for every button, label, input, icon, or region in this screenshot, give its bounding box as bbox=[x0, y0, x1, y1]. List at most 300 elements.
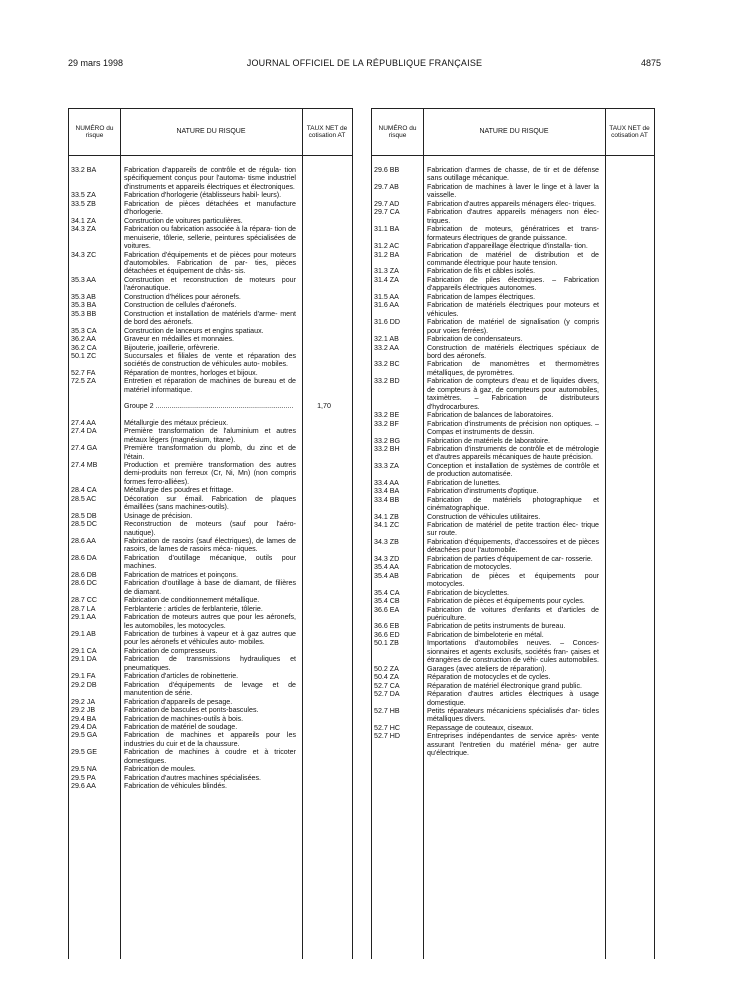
risk-code: 29.1 AA bbox=[71, 613, 96, 622]
table-row bbox=[69, 419, 352, 427]
rate-value bbox=[296, 655, 352, 672]
table-row bbox=[372, 437, 654, 445]
header-nature: NATURE DU RISQUE bbox=[120, 109, 303, 155]
table-body bbox=[69, 166, 352, 791]
risk-description: Fabrication de balances de laboratoires. bbox=[427, 411, 554, 420]
rate-value bbox=[599, 521, 654, 538]
rate-value bbox=[296, 596, 352, 604]
risk-description: Fabrication d'outillage à base de diamant, de filières de diamant. bbox=[124, 579, 296, 596]
risk-description: Fabrication de voitures d'enfants et d'articles de puériculture. bbox=[427, 605, 599, 623]
risk-description: Construction et reconstruction de moteurs pour l'aéronautique. bbox=[124, 275, 296, 293]
risk-code: 33.4 AA bbox=[374, 478, 399, 487]
rate-value bbox=[599, 360, 654, 377]
risk-code: 34.1 ZA bbox=[71, 216, 96, 225]
rate-value bbox=[296, 672, 352, 680]
table-row bbox=[372, 360, 654, 377]
risk-code: 33.2 BD bbox=[374, 377, 400, 386]
risk-code: 34.3 ZD bbox=[374, 554, 400, 563]
risk-description: Fabrication d'appareillage électrique d'installa- tion. bbox=[427, 242, 588, 251]
risk-code: 36.6 EB bbox=[374, 622, 400, 631]
risk-description: Construction de véhicules utilitaires. bbox=[427, 512, 541, 521]
risk-code: 33.2 BC bbox=[374, 360, 400, 369]
risk-description: Construction de matériels électriques spéciaux de bord des aéronefs. bbox=[427, 343, 599, 360]
risk-description: Succursales et filiales de vente et réparation des sociétés de construction de véhicules auto- mobiles. bbox=[124, 351, 296, 369]
rate-value bbox=[599, 563, 654, 571]
risk-description: Fabrication de lunettes. bbox=[427, 478, 501, 487]
risk-description: Réparation de matériel électronique grand public. bbox=[427, 681, 582, 690]
risk-description: Fabrication de transmissions hydrauliques et pneumatiques. bbox=[124, 655, 296, 672]
rate-value bbox=[296, 723, 352, 731]
risk-code: 29.2 DB bbox=[71, 680, 97, 689]
risk-description: Fabrication de lampes électriques. bbox=[427, 292, 536, 301]
table-row bbox=[69, 672, 352, 680]
table-row bbox=[69, 217, 352, 225]
table-row bbox=[372, 606, 654, 623]
table-row bbox=[69, 427, 352, 444]
rate-value bbox=[599, 673, 654, 681]
risk-description: Fabrication de machines à coudre et à tricoter domestiques. bbox=[124, 748, 296, 765]
rate-value bbox=[599, 344, 654, 361]
rate-value bbox=[296, 344, 352, 352]
risk-description: Fabrication d'autres appareils ménagers élec- triques. bbox=[427, 199, 596, 208]
risk-code: 33.5 ZA bbox=[71, 191, 96, 200]
rate-value bbox=[296, 444, 352, 461]
table-row bbox=[69, 748, 352, 765]
risk-description: Fabrication de compresseurs. bbox=[124, 646, 218, 655]
risk-description: Fabrication de manomètres et thermomètres métalliques, de pyromètres. bbox=[427, 360, 599, 377]
rate-value bbox=[296, 352, 352, 369]
table-row bbox=[69, 655, 352, 672]
risk-code: 35.4 CB bbox=[374, 597, 400, 606]
risk-code: 35.3 AA bbox=[71, 275, 96, 284]
rate-value bbox=[599, 606, 654, 623]
risk-code: 34.3 ZC bbox=[71, 250, 97, 259]
rate-value bbox=[599, 538, 654, 555]
rate-value bbox=[296, 200, 352, 217]
risk-code: 33.2 BA bbox=[71, 166, 97, 174]
table-row bbox=[69, 200, 352, 217]
risk-code: 35.3 BB bbox=[71, 309, 97, 318]
rate-value bbox=[599, 462, 654, 479]
table-row bbox=[69, 774, 352, 782]
table-row bbox=[69, 782, 352, 790]
rate-value bbox=[599, 301, 654, 318]
header-nature: NATURE DU RISQUE bbox=[423, 109, 606, 155]
table-row bbox=[69, 605, 352, 613]
rate-value bbox=[296, 715, 352, 723]
rate-value bbox=[599, 487, 654, 495]
risk-description: Fabrication de motocycles. bbox=[427, 563, 512, 572]
risk-description: Fabrication de turbines à vapeur et à gaz autres que pour les aéronefs et véhicules auto- mobiles. bbox=[124, 630, 296, 647]
risk-code: 50.4 ZA bbox=[374, 673, 399, 682]
risk-description: Fabrication d'instruments de contrôle et de métrologie et d'autres appareils mécaniques de haute précision. bbox=[427, 444, 599, 462]
table-row bbox=[372, 411, 654, 419]
risk-code: 27.4 DA bbox=[71, 427, 97, 436]
table-row bbox=[69, 369, 352, 377]
rate-value bbox=[599, 690, 654, 707]
risk-description: Fabrication de matériel de signalisation (y compris pour voies ferrées). bbox=[427, 318, 599, 335]
risk-code: 50.2 ZA bbox=[374, 664, 399, 673]
table-row bbox=[372, 690, 654, 707]
risk-description: Fabrication de parties d'équipement de car- rosserie. bbox=[427, 554, 593, 563]
rate-value bbox=[599, 732, 654, 757]
risk-code: 33.2 BG bbox=[374, 436, 401, 445]
rate-value bbox=[599, 225, 654, 242]
rate-value bbox=[599, 682, 654, 690]
risk-code: 31.6 AA bbox=[374, 301, 399, 310]
risk-description: Fabrication de fils et câbles isolés. bbox=[427, 267, 536, 276]
risk-description: Ferblanterie : articles de ferblanterie, tôlerie. bbox=[124, 604, 263, 613]
table-row bbox=[372, 665, 654, 673]
rate-value bbox=[599, 555, 654, 563]
risk-description: Décoration sur émail. Fabrication de plaques émaillées (sans machines-outils). bbox=[124, 494, 296, 512]
table-row bbox=[372, 673, 654, 681]
table-row bbox=[69, 166, 352, 191]
rate-value bbox=[296, 427, 352, 444]
risk-description: Fabrication de matériels de laboratoire. bbox=[427, 436, 551, 445]
risk-description: Fabrication de piles électriques. – Fabrication d'appareils électriques autonomes. bbox=[427, 275, 599, 293]
rate-value bbox=[296, 276, 352, 293]
rate-value bbox=[599, 479, 654, 487]
risk-description: Fabrication d'instruments de précision non optiques. – Compas et instruments de dessin. bbox=[427, 419, 599, 437]
table-row bbox=[69, 191, 352, 199]
risk-code: 35.4 CA bbox=[374, 588, 400, 597]
rate-value bbox=[296, 335, 352, 343]
rate-value bbox=[296, 748, 352, 765]
risk-code: 29.1 FA bbox=[71, 672, 96, 681]
risk-description: Métallurgie des métaux précieux. bbox=[124, 418, 229, 427]
table-row bbox=[69, 335, 352, 343]
rate-value bbox=[296, 681, 352, 698]
risk-code: 33.2 AA bbox=[374, 343, 399, 352]
risk-code: 36.2 AA bbox=[71, 335, 96, 344]
risk-description: Fabrication de rasoirs (sauf électriques), de lames de rasoirs, de lames de rasoirs méca- niques. bbox=[124, 537, 296, 554]
risk-code: 28.5 DC bbox=[71, 520, 98, 529]
risk-description: Fabrication de bicyclettes. bbox=[427, 588, 510, 597]
risk-description: Fabrication de matériels électriques pour moteurs et véhicules. bbox=[427, 301, 599, 318]
risk-code: 27.4 AA bbox=[71, 418, 96, 427]
rate-value bbox=[599, 318, 654, 335]
risk-description: Fabrication d'outillage mécanique, outils pour machines. bbox=[124, 553, 296, 571]
rate-value bbox=[296, 495, 352, 512]
table-row bbox=[372, 377, 654, 411]
risk-description: Fabrication de conditionnement métallique. bbox=[124, 596, 260, 605]
rate-value bbox=[296, 554, 352, 571]
risk-description: Construction et installation de matériels d'arme- ment de bord des aéronefs. bbox=[124, 309, 296, 327]
risk-code: 72.5 ZA bbox=[71, 377, 96, 386]
risk-description: Entreprises indépendantes de service après- vente assurant l'entretien du matériel ména- ger autre qu'électrique. bbox=[427, 732, 599, 758]
rate-value bbox=[599, 377, 654, 411]
rate-value bbox=[599, 665, 654, 673]
table-row bbox=[372, 682, 654, 690]
risk-code: 29.5 GA bbox=[71, 731, 98, 740]
table-row bbox=[372, 183, 654, 200]
risk-code: 34.3 ZB bbox=[374, 537, 399, 546]
risk-code: 33.5 ZB bbox=[71, 199, 96, 208]
risk-code: 31.3 ZA bbox=[374, 267, 399, 276]
table-row bbox=[372, 420, 654, 437]
rate-value bbox=[599, 622, 654, 630]
risk-code bbox=[69, 402, 118, 410]
rate-value bbox=[296, 520, 352, 537]
risk-description: Petits réparateurs mécaniciens spécialisés d'ar- ticles métalliques divers. bbox=[427, 707, 599, 724]
risk-code: 29.2 JB bbox=[71, 706, 96, 715]
rate-value bbox=[599, 572, 654, 589]
risk-description: Fabrication de matrices et poinçons. bbox=[124, 570, 238, 579]
table-row bbox=[69, 647, 352, 655]
table-row bbox=[372, 572, 654, 589]
risk-code: 35.4 AB bbox=[374, 571, 399, 580]
risk-code: 32.1 AB bbox=[374, 335, 399, 344]
table-row bbox=[69, 723, 352, 731]
table-row bbox=[69, 571, 352, 579]
risk-code: 28.6 DC bbox=[71, 579, 98, 588]
table-row bbox=[69, 537, 352, 554]
rate-value bbox=[599, 445, 654, 462]
risk-code: 34.1 ZC bbox=[374, 521, 400, 530]
risk-description: Fabrication de condensateurs. bbox=[427, 335, 523, 344]
risk-table-right bbox=[371, 108, 655, 959]
table-row bbox=[69, 698, 352, 706]
rate-value bbox=[296, 251, 352, 276]
rate-value bbox=[296, 217, 352, 225]
risk-description: Reconstruction de moteurs (sauf pour l'aéro- nautique). bbox=[124, 520, 296, 537]
risk-description: Première transformation de l'aluminium et autres métaux légers (magnésium, titane). bbox=[124, 427, 296, 444]
table-row bbox=[69, 251, 352, 276]
risk-description: Fabrication de pièces détachées et manufacture d'horlogerie. bbox=[124, 199, 296, 217]
risk-description: Fabrication d'équipements de levage et de manutention de série. bbox=[124, 680, 296, 698]
rate-value bbox=[296, 630, 352, 647]
risk-description: Fabrication de machines et appareils pour les industries du cuir et de la chaussure. bbox=[124, 731, 296, 748]
risk-code: 29.6 BB bbox=[374, 166, 400, 174]
table-row bbox=[69, 613, 352, 630]
group-row bbox=[69, 402, 352, 410]
risk-code: 33.4 BB bbox=[374, 495, 400, 504]
table-row bbox=[372, 631, 654, 639]
risk-code: 29.7 AD bbox=[374, 199, 400, 208]
risk-description: Fabrication de matériel de distribution et de commande électrique pour haute tension. bbox=[427, 250, 599, 267]
table-row bbox=[372, 242, 654, 250]
group-label: Groupe 2 ...................................................................... bbox=[124, 402, 294, 411]
table-row bbox=[372, 732, 654, 757]
rate-value bbox=[296, 537, 352, 554]
risk-code: 28.5 AC bbox=[71, 494, 97, 503]
rate-value bbox=[296, 613, 352, 630]
table-row bbox=[69, 352, 352, 369]
rate-value bbox=[599, 707, 654, 724]
risk-code: 28.5 DB bbox=[71, 511, 97, 520]
risk-description: Fabrication de véhicules blindés. bbox=[124, 782, 227, 791]
risk-code: 33.2 BE bbox=[374, 411, 400, 420]
rate-value bbox=[296, 698, 352, 706]
rate-value bbox=[599, 724, 654, 732]
risk-code: 35.3 BA bbox=[71, 301, 97, 310]
risk-code: 52.7 DA bbox=[374, 690, 400, 699]
rate-value bbox=[599, 496, 654, 513]
rate-value bbox=[296, 512, 352, 520]
risk-description: Usinage de précision. bbox=[124, 511, 193, 520]
risk-description: Importations d'automobiles neuves. – Conces- sionnaires et agents exclusifs, sociétés fran- çaises et étrangères de construction de véhi- cules automobiles. bbox=[427, 639, 599, 665]
issue-date: 29 mars 1998 bbox=[68, 58, 124, 68]
risk-description: Métallurgie des poudres et frittage. bbox=[124, 486, 234, 495]
table-row bbox=[372, 276, 654, 293]
risk-description: Construction de voitures particulières. bbox=[124, 216, 243, 225]
table-row bbox=[69, 681, 352, 698]
table-row bbox=[69, 225, 352, 250]
table-row bbox=[69, 293, 352, 301]
rate-value bbox=[599, 589, 654, 597]
rate-value bbox=[599, 166, 654, 183]
table-row bbox=[372, 555, 654, 563]
risk-code: 33.3 ZA bbox=[374, 461, 399, 470]
table-row bbox=[69, 596, 352, 604]
rate-value bbox=[296, 327, 352, 335]
risk-code: 52.7 HC bbox=[374, 723, 401, 732]
risk-description: Fabrication d'articles de robinetterie. bbox=[124, 672, 239, 681]
rate-value bbox=[296, 706, 352, 714]
risk-code: 29.5 GE bbox=[71, 748, 98, 757]
risk-code: 29.7 AB bbox=[374, 182, 399, 191]
risk-description: Fabrication d'armes de chasse, de tir et de défense sans outillage mécanique. bbox=[427, 166, 599, 183]
risk-code: 35.3 CA bbox=[71, 326, 97, 335]
risk-code: 29.1 DA bbox=[71, 655, 97, 664]
table-row bbox=[372, 318, 654, 335]
rate-value bbox=[296, 571, 352, 579]
page-header bbox=[68, 58, 661, 72]
risk-code: 52.7 HB bbox=[374, 707, 400, 715]
rate-value bbox=[296, 377, 352, 394]
risk-code: 29.2 JA bbox=[71, 697, 96, 706]
table-row bbox=[69, 554, 352, 571]
risk-description: Fabrication d'appareils de contrôle et de régula- tion spécifiquement conçus pour l'automa- tisme industriel d'instruments et appareils électriques et électroniques. bbox=[124, 166, 296, 191]
risk-code: 33.4 BA bbox=[374, 487, 400, 496]
risk-description: Garages (avec ateliers de réparation). bbox=[427, 664, 547, 673]
risk-code: 31.6 DD bbox=[374, 318, 401, 327]
risk-code: 29.4 BA bbox=[71, 714, 97, 723]
risk-description: Réparation de montres, horloges et bijoux. bbox=[124, 368, 258, 377]
risk-code: 35.4 AA bbox=[374, 563, 399, 572]
rate-value bbox=[599, 183, 654, 200]
table-row bbox=[69, 301, 352, 309]
rate-value bbox=[296, 310, 352, 327]
rate-value bbox=[296, 301, 352, 309]
risk-description: Fabrication d'appareils de pesage. bbox=[124, 697, 233, 706]
rate-value bbox=[296, 225, 352, 250]
table-row bbox=[69, 765, 352, 773]
table-row bbox=[372, 462, 654, 479]
rate-value bbox=[296, 765, 352, 773]
rate-value bbox=[599, 276, 654, 293]
risk-description: Fabrication de matériel de soudage. bbox=[124, 723, 238, 731]
risk-code: 52.7 HD bbox=[374, 732, 401, 741]
risk-description: Fabrication de pièces et équipements pour motocycles. bbox=[427, 571, 599, 589]
rate-value bbox=[296, 419, 352, 427]
risk-code: 28.7 LA bbox=[71, 604, 96, 613]
risk-description: Fabrication de matériels photographique et cinématographique. bbox=[427, 495, 599, 513]
risk-description: Fabrication de moules. bbox=[124, 765, 196, 774]
table-row bbox=[372, 597, 654, 605]
risk-description: Bijouterie, joaillerie, orfèvrerie. bbox=[124, 343, 220, 352]
rate-value bbox=[296, 166, 352, 191]
risk-description: Fabrication de moteurs autres que pour les aéronefs, les automobiles, les motocycles. bbox=[124, 613, 296, 630]
table-header bbox=[372, 109, 654, 156]
risk-code: 31.5 AA bbox=[374, 292, 399, 301]
table-row bbox=[69, 444, 352, 461]
table-row bbox=[372, 496, 654, 513]
risk-description: Première transformation du plomb, du zinc et de l'étain. bbox=[124, 444, 296, 461]
table-row bbox=[69, 344, 352, 352]
risk-description: Fabrication de matériel de petite traction élec- trique sur route. bbox=[427, 521, 599, 538]
table-row bbox=[372, 622, 654, 630]
risk-code: 28.7 CC bbox=[71, 596, 98, 605]
risk-description: Fabrication d'instruments d'optique. bbox=[427, 487, 539, 496]
table-row bbox=[372, 225, 654, 242]
risk-code: 36.6 ED bbox=[374, 630, 400, 639]
rate-value bbox=[599, 411, 654, 419]
journal-title: JOURNAL OFFICIEL DE LA RÉPUBLIQUE FRANÇAISE bbox=[246, 58, 483, 68]
risk-table-left bbox=[68, 108, 353, 959]
rate-value bbox=[296, 731, 352, 748]
risk-description: Fabrication de moteurs, génératrices et trans- formateurs électriques de grande puissance. bbox=[427, 225, 599, 242]
table-row bbox=[69, 377, 352, 394]
risk-code: 33.2 BF bbox=[374, 419, 399, 428]
table-row bbox=[372, 200, 654, 208]
risk-description: Construction de lanceurs et engins spatiaux. bbox=[124, 326, 264, 335]
risk-description: Fabrication d'équipements et de pièces pour moteurs d'automobiles. Fabrication de par- ties, pièces détachées et équipement de châs- sis. bbox=[124, 250, 296, 276]
header-taux: TAUX NET de cotisation AT bbox=[609, 124, 650, 139]
risk-code: 29.1 CA bbox=[71, 646, 97, 655]
rate-value bbox=[599, 293, 654, 301]
rate-value bbox=[599, 631, 654, 639]
rate-value bbox=[296, 579, 352, 596]
rate-value bbox=[296, 605, 352, 613]
table-row bbox=[372, 563, 654, 571]
risk-description: Fabrication ou fabrication associée à la répara- tion de menuiserie, tôlerie, sellerie, peintures spécialisées de voitures. bbox=[124, 225, 296, 251]
risk-description: Fabrication de machines-outils à bois. bbox=[124, 714, 244, 723]
risk-code: 50.1 ZB bbox=[374, 639, 399, 648]
table-row bbox=[69, 327, 352, 335]
risk-code: 35.3 AB bbox=[71, 292, 96, 301]
risk-description: Conception et installation de systèmes de contrôle et de production automatisée. bbox=[427, 461, 599, 479]
risk-description: Fabrication de bimbeloterie en métal. bbox=[427, 630, 544, 639]
rate-value bbox=[599, 251, 654, 268]
risk-code: 50.1 ZC bbox=[71, 351, 97, 360]
risk-description: Fabrication de bascules et ponts-bascules. bbox=[124, 706, 259, 715]
risk-description: Graveur en médailles et monnaies. bbox=[124, 335, 235, 344]
risk-code: 31.2 AC bbox=[374, 242, 400, 251]
table-row bbox=[372, 208, 654, 225]
table-row bbox=[372, 589, 654, 597]
risk-description: Fabrication de compteurs d'eau et de liquides divers, de compteurs à gaz, de compteurs pour automobiles, taximètres. – Fabrication de distributeurs d'hydrocarbures. bbox=[427, 377, 599, 411]
table-row bbox=[69, 310, 352, 327]
header-taux: TAUX NET de cotisation AT bbox=[306, 124, 348, 139]
table-row bbox=[69, 520, 352, 537]
rate-value: 1,70 bbox=[317, 402, 331, 411]
rate-value bbox=[599, 267, 654, 275]
risk-description: Fabrication de machines à laver le linge et à laver la vaisselle. bbox=[427, 182, 599, 200]
table-row bbox=[69, 731, 352, 748]
rate-value bbox=[296, 774, 352, 782]
rate-value bbox=[296, 369, 352, 377]
rate-value bbox=[296, 293, 352, 301]
risk-description: Fabrication de petits instruments de bureau. bbox=[427, 622, 566, 631]
risk-description: Production et première transformation des autres demi-produits non ferreux (Cr, Ni, Mn) (non compris formes ferro-alliées). bbox=[124, 460, 296, 486]
rate-value bbox=[296, 191, 352, 199]
risk-code: 29.4 DA bbox=[71, 723, 97, 731]
risk-description: Entretien et réparation de machines de bureau et de matériel informatique. bbox=[124, 377, 296, 394]
table-row bbox=[372, 487, 654, 495]
table-row bbox=[69, 495, 352, 512]
